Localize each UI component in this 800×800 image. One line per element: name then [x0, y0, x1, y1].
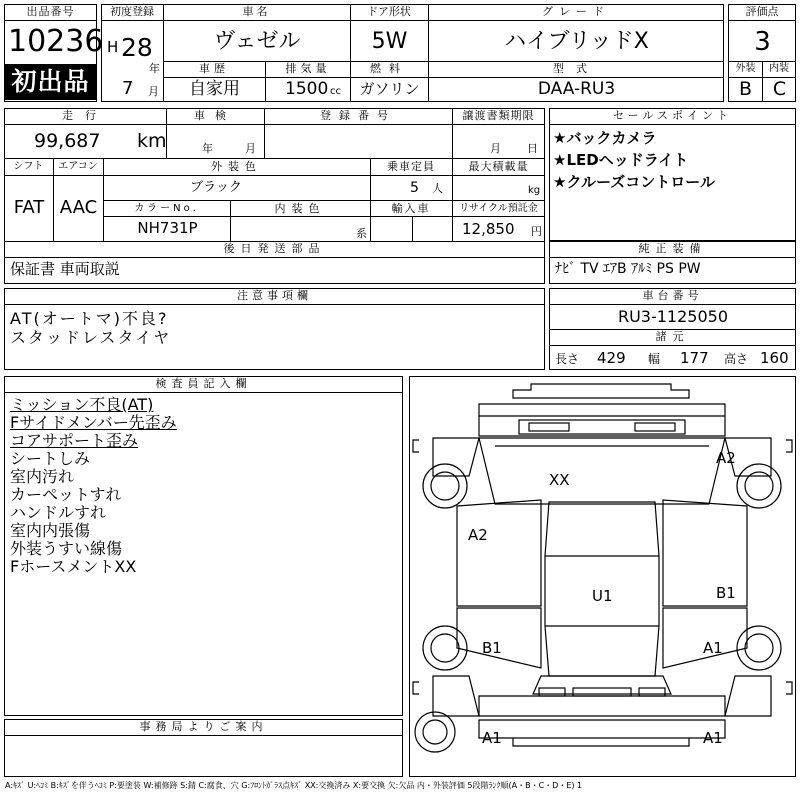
inspector-line: FホースメントXX — [10, 557, 137, 576]
car-outline-diagram — [409, 376, 796, 777]
note-line: スタッドレスタイヤ — [10, 328, 172, 347]
height-value: 160 — [760, 349, 789, 367]
era-letter: H — [107, 38, 119, 56]
car-name: ヴェゼル — [213, 29, 301, 54]
grade: ハイブリッドX — [504, 29, 649, 54]
model-label: 型式 — [429, 62, 723, 76]
later-parts: 保証書 車両取説 — [10, 260, 120, 278]
door-label: ドア形状 — [351, 5, 427, 19]
first-listing-badge: 初出品 — [5, 64, 96, 100]
displacement: 1500 — [285, 79, 329, 99]
shift-type: FAT — [13, 197, 45, 218]
import-label: 輸入車 — [371, 202, 451, 216]
interior-color-label: 内装色 — [231, 202, 369, 216]
history: 自家用 — [189, 79, 240, 99]
selling-point-item: ★LEDヘッドライト — [553, 151, 689, 169]
grade-label: グレード — [429, 5, 723, 19]
equipment-label: 純正装備 — [550, 242, 795, 256]
lot-label: 出品番号 — [5, 5, 96, 19]
capacity: 5 — [410, 180, 419, 196]
inspector-label: 検査員記入欄 — [5, 377, 402, 391]
reg-month: 7 — [122, 78, 134, 99]
damage-mark-left-rear-fender: B1 — [482, 639, 502, 657]
exterior-grade: B — [738, 78, 753, 100]
notes-label: 注意事項欄 — [5, 289, 544, 303]
max-load-unit: kg — [528, 185, 541, 196]
length-value: 429 — [597, 349, 626, 367]
dims-label: 諸元 — [550, 330, 795, 344]
inspector-line: カーペットすれ — [10, 485, 122, 504]
inspector-line: 外装うすい線傷 — [10, 539, 123, 558]
width-value: 177 — [680, 349, 709, 367]
interior-grade-label: 内装 — [763, 62, 795, 76]
selling-points-label: セールスポイント — [550, 109, 795, 123]
score: 3 — [754, 27, 771, 57]
mileage-unit: km — [137, 130, 167, 152]
reg-year: 28 — [121, 33, 153, 62]
fuel: ガソリン — [359, 80, 420, 98]
reg-month-unit: 月 — [148, 85, 159, 98]
damage-mark-right-rear-door: B1 — [716, 584, 736, 602]
mileage-label: 走行 — [5, 109, 165, 123]
exterior-color: ブラック — [190, 180, 242, 195]
damage-mark-rear-bumper-left: A1 — [482, 729, 502, 747]
damage-mark-front-left-door: A2 — [468, 526, 488, 544]
damage-mark-front-right-fender: A2 — [716, 449, 736, 467]
inspection-month-unit: 月 — [245, 142, 256, 155]
transfer-day-unit: 日 — [527, 142, 538, 155]
transfer-label: 譲渡書類期限 — [453, 109, 544, 123]
inspector-line: ミッション不良(AT) — [10, 395, 154, 414]
ac-type: AAC — [59, 197, 98, 218]
reg-label: 初度登録 — [102, 5, 162, 19]
car-name-label: 車名 — [164, 5, 349, 19]
inspection-year-unit: 年 — [202, 142, 213, 155]
lot-number: 10236 — [8, 24, 104, 59]
office-label: 事務局よりご案内 — [5, 720, 402, 734]
damage-mark-rear-bumper-right: A1 — [703, 729, 723, 747]
displacement-label: 排気量 — [266, 62, 350, 76]
inspector-line: シートしみ — [10, 449, 91, 468]
selling-point-item: ★バックカメラ — [553, 129, 657, 147]
damage-mark-right-rear-fender: A1 — [703, 639, 723, 657]
equipment: ﾅﾋﾞ TV ｴｱB ｱﾙﾐ PS PW — [555, 261, 701, 277]
inspector-line: Fサイドメンバー先歪み — [10, 413, 177, 432]
color-label: 外装色 — [104, 160, 369, 174]
transfer-month-unit: 月 — [490, 142, 501, 155]
damage-mark-roof: U1 — [592, 587, 613, 605]
inspector-line: 室内内張傷 — [10, 521, 91, 540]
note-line: AT(オートマ)不良? — [10, 309, 169, 328]
capacity-unit: 人 — [432, 182, 443, 195]
chassis-number: RU3-1125050 — [617, 307, 729, 326]
height-label: 高さ — [724, 352, 749, 366]
model-code: DAA-RU3 — [537, 79, 616, 99]
color-no-label: カラーNo. — [104, 202, 229, 216]
recycle-amount: 12,850 — [462, 220, 515, 238]
selling-point-item: ★クルーズコントロール — [553, 173, 715, 191]
max-load-label: 最大積載量 — [453, 160, 544, 174]
inspector-line: 室内汚れ — [10, 467, 75, 486]
reg-year-unit: 年 — [149, 62, 160, 75]
inspector-line: ハンドルすれ — [10, 503, 107, 522]
recycle-unit: 円 — [531, 225, 542, 238]
inspection-label: 車検 — [167, 109, 263, 123]
interior-color-unit: 系 — [356, 227, 367, 240]
later-parts-label: 後日発送部品 — [5, 242, 544, 256]
history-label: 車歴 — [164, 62, 264, 76]
capacity-label: 乗車定員 — [371, 160, 451, 174]
door-type: 5W — [371, 29, 408, 54]
recycle-label: リサイクル預託金 — [453, 202, 544, 216]
exterior-grade-label: 外装 — [729, 62, 762, 76]
length-label: 長さ — [555, 352, 580, 366]
displacement-unit: cc — [330, 86, 341, 97]
front-bumper-shape — [513, 384, 689, 398]
color-no: NH731P — [137, 219, 198, 237]
inspector-line: コアサポート歪み — [10, 431, 139, 450]
ac-label: エアコン — [54, 160, 102, 174]
mileage: 99,687 — [34, 130, 101, 152]
width-label: 幅 — [648, 352, 661, 366]
chassis-label: 車台番号 — [550, 289, 795, 303]
damage-mark-hood: XX — [549, 471, 570, 489]
shift-label: シフト — [5, 160, 52, 174]
fuel-label: 燃料 — [351, 62, 427, 76]
interior-grade: C — [772, 78, 787, 100]
legend-text: A:ｷｽﾞ U:ﾍｺﾐ B:ｷｽﾞを伴うﾍｺﾐ P:要塗装 W:補修跡 S:錆 C:腐食、穴 G:ﾌﾛﾝﾄｶﾞﾗｽ点ｷｽﾞ XX:交換済み X:要交換 欠:欠品 内・外装評価 5段階ﾗﾝｸ順(A・B・C・D・E) 1 — [5, 781, 583, 790]
plate-label: 登録番号 — [265, 109, 451, 123]
score-label: 評価点 — [729, 5, 795, 19]
